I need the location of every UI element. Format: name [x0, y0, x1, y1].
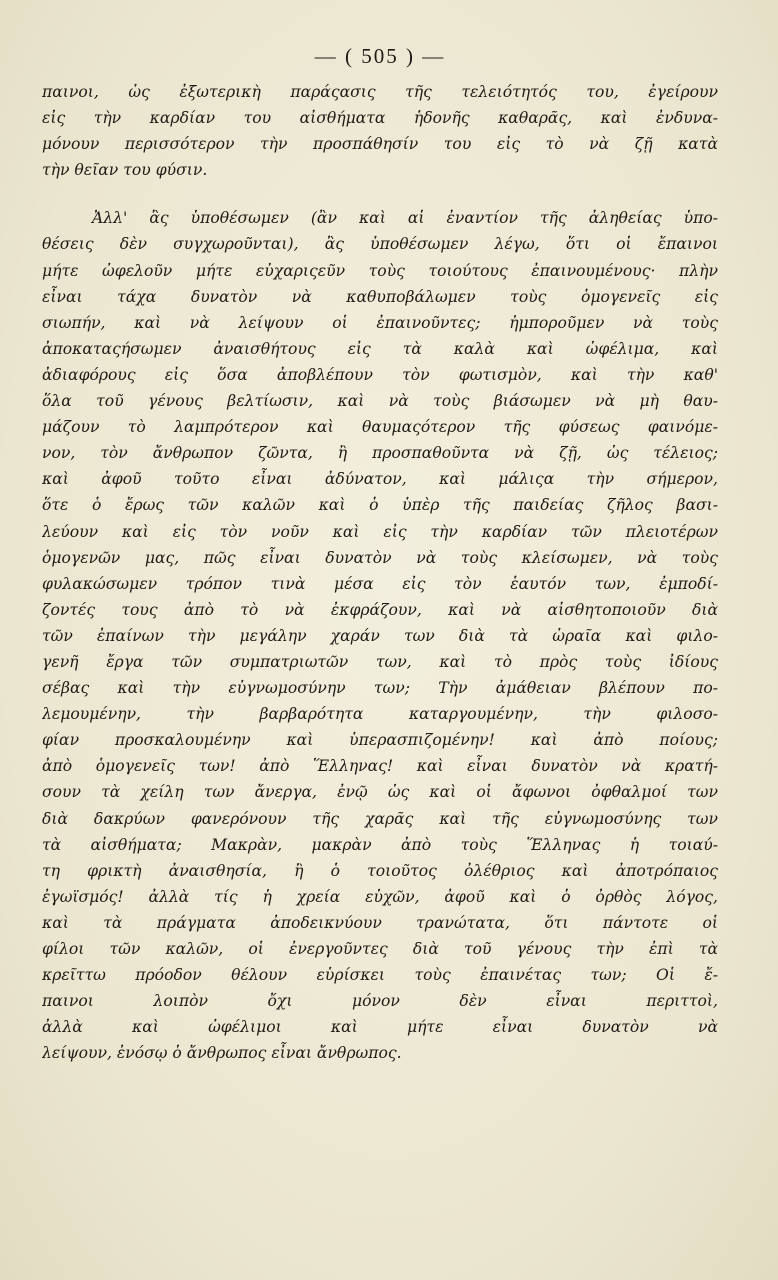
text-line: φίλοι τῶν καλῶν, οἱ ἐνεργοῦντες διὰ τοῦ γένους τὴν ἐπὶ τὰ — [42, 940, 718, 958]
text-line: λείψουν, ἐνόσῳ ὁ ἄνθρωπος εἶναι ἄνθρωπος. — [42, 1044, 402, 1063]
text-line: σέβας καὶ τὴν εὐγνωμοσύνην των; Τὴν ἀμάθειαν βλέπουν πο- — [42, 679, 718, 698]
text-line: ὅλα τοῦ γένους βελτίωσιν, καὶ νὰ τοὺς βιάσωμεν νὰ μὴ θαυ- — [42, 392, 718, 411]
text-line: τὰ αἰσθήματα; Μακρὰν, μακρὰν ἀπὸ τοὺς Ἕλληνας ἡ τοιαύ- — [42, 835, 718, 854]
text-line: τη φρικτὴ ἀναισθησία, ἢ ὁ τοιοῦτος ὀλέθριος καὶ ἀποτρόπαιος — [42, 861, 718, 880]
text-line: ἀπὸ ὁμογενεῖς των! ἀπὸ Ἕλληνας! καὶ εἶναι δυνατὸν νὰ κρατή- — [42, 757, 718, 776]
text-line: παινοι, ὡς ἐξωτερικὴ παράςασις τῆς τελειότητός του, ἐγείρουν — [42, 83, 718, 101]
text-line: θέσεις δὲν συγχωροῦνται), ἂς ὑποθέσωμεν λέγω, ὅτι οἱ ἔπαινοι — [42, 235, 718, 254]
text-line: σιωπήν, καὶ νὰ λείψουν οἱ ἐπαινοῦντες; ἠμποροῦμεν νὰ τοὺς — [42, 313, 718, 332]
text-line: φίαν προσκαλουμένην καὶ ὑπερασπιζομένην! καὶ ἀπὸ ποίους; — [42, 731, 718, 750]
text-line: λεύουν καὶ εἰς τὸν νοῦν καὶ εἰς τὴν καρδίαν τῶν πλειοτέρων — [42, 522, 718, 541]
text-line: λεμουμένην, τὴν βαρβαρότητα καταργουμένην, τὴν φιλοσο- — [42, 705, 718, 724]
text-line: παινοι λοιπὸν ὄχι μόνον δὲν εἶναι περιττοὶ, — [42, 992, 718, 1011]
text-line: Ἀλλ' ἂς ὑποθέσωμεν (ἂν καὶ αἱ ἐναντίον τῆς ἀληθείας ὑπο- — [92, 209, 718, 228]
text-line: μήτε ὠφελοῦν μήτε εὐχαριςεῦν τοὺς τοιούτους ἐπαινουμένους· πλὴν — [42, 261, 718, 280]
text-line: νον, τὸν ἄνθρωπον ζῶντα, ἢ προσπαθοῦντα νὰ ζῇ, ὡς τέλειος; — [42, 444, 718, 463]
text-line: ὁμογενῶν μας, πῶς εἶναι δυνατὸν νὰ τοὺς κλείσωμεν, νὰ τοὺς — [42, 548, 718, 567]
text-line: γενῆ ἔργα τῶν συμπατριωτῶν των, καὶ τὸ πρὸς τοὺς ἰδίους — [42, 652, 718, 671]
text-line: φυλακώσωμεν τρόπον τινὰ μέσα εἰς τὸν ἑαυτόν των, ἐμποδί- — [42, 574, 718, 593]
text-line: καὶ τὰ πράγματα ἀποδεικνύουν τρανώτατα, ὅτι πάντοτε οἱ — [42, 913, 718, 932]
paragraph-gap — [42, 183, 718, 205]
text-line: εἶναι τάχα δυνατὸν νὰ καθυποβάλωμεν τοὺς ὁμογενεῖς εἰς — [42, 287, 718, 306]
text-line: διὰ δακρύων φανερόνουν τῆς χαρᾶς καὶ τῆς εὐγνωμοσύνης των — [42, 809, 718, 828]
text-line: ὅτε ὁ ἔρως τῶν καλῶν καὶ ὁ ὑπὲρ τῆς παιδείας ζῆλος βασι- — [42, 496, 718, 515]
text-line: ἐγωϊσμός! ἀλλὰ τίς ἡ χρεία εὐχῶν, ἀφοῦ καὶ ὁ ὀρθὸς λόγος, — [42, 887, 718, 906]
text-line: ἀλλὰ καὶ ὠφέλιμοι καὶ μήτε εἶναι δυνατὸν νὰ — [42, 1018, 718, 1037]
text-line: ζοντές τους ἀπὸ τὸ νὰ ἐκφράζουν, καὶ νὰ αἰσθητοποιοῦν διὰ — [42, 600, 718, 619]
text-line: μάζουν τὸ λαμπρότερον καὶ θαυμαςότερον τῆς φύσεως φαινόμε- — [42, 418, 718, 437]
text-line: ἀποκαταςήσωμεν ἀναισθήτους εἰς τὰ καλὰ καὶ ὠφέλιμα, καὶ — [42, 339, 718, 358]
text-line: σουν τὰ χείλη των ἄνεργα, ἐνῷ ὡς καὶ οἱ ἄφωνοι ὀφθαλμοί των — [42, 783, 718, 802]
paragraph-2 — [42, 205, 718, 1066]
page-number: — ( 505 ) — — [314, 44, 446, 68]
text-line: τῶν ἐπαίνων τὴν μεγάλην χαράν των διὰ τὰ ὡραῖα καὶ φιλο- — [42, 626, 718, 645]
text-line: τὴν θεῖαν του φύσιν. — [42, 161, 208, 180]
text-line: κρεῖττω πρόοδον θέλουν εὑρίσκει τοὺς ἐπαινέτας των; Οἱ ἔ- — [42, 966, 718, 985]
text-line: ἀδιαφόρους εἰς ὅσα ἀποβλέπουν τὸν φωτισμὸν, καὶ τὴν καθ' — [42, 365, 718, 384]
text-line: καὶ ἀφοῦ τοῦτο εἶναι ἀδύνατον, καὶ μάλιςα τὴν σήμερον, — [42, 470, 718, 489]
text-line: εἰς τὴν καρδίαν του αἰσθήματα ἡδονῆς καθαρᾶς, καὶ ἐνδυνα- — [42, 109, 718, 128]
text-line: μόνουν περισσότερον τὴν προσπάθησίν του εἰς τὸ νὰ ζῇ κατὰ — [42, 135, 718, 154]
paragraph-1 — [42, 79, 718, 183]
